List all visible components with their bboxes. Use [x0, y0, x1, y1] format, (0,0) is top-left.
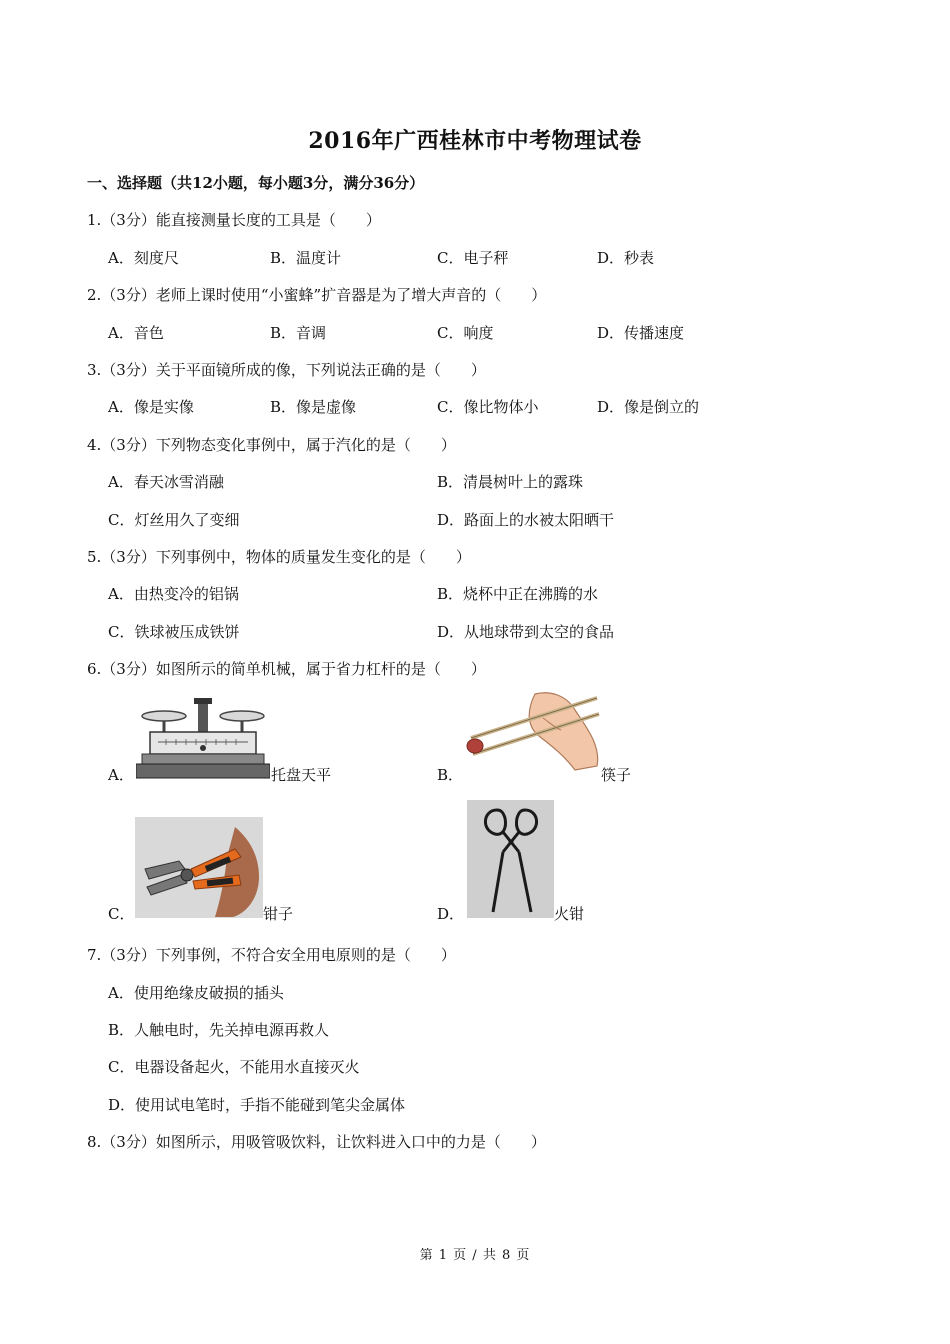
question-2-option-a: A．音色 [108, 324, 164, 342]
question-3-option-d: D．像是倒立的 [597, 398, 700, 416]
question-5-option-b: B．烧杯中正在沸腾的水 [437, 585, 599, 603]
question-3-option-b: B．像是虚像 [270, 398, 357, 416]
balance-scale-caption: 托盘天平 [271, 766, 332, 784]
section-heading: 一、选择题（共12小题，每小题3分，满分36分） [87, 174, 425, 192]
question-7-option-d: D．使用试电笔时，手指不能碰到笔尖金属体 [108, 1096, 406, 1114]
question-1-option-b: B．温度计 [270, 249, 342, 267]
question-3-option-c: C．像比物体小 [437, 398, 539, 416]
question-3-stem: 3.（3分）关于平面镜所成的像，下列说法正确的是（ ） [87, 361, 486, 379]
question-6-option-c: C． [108, 905, 135, 923]
question-3-option-a: A．像是实像 [108, 398, 194, 416]
question-7-option-a: A．使用绝缘皮破损的插头 [108, 984, 284, 1002]
question-2-option-b: B．音调 [270, 324, 327, 342]
question-4-option-a: A．春天冰雪消融 [108, 473, 224, 491]
question-1-stem: 1.（3分）能直接测量长度的工具是（ ） [87, 211, 381, 229]
question-6-option-d: D． [437, 905, 465, 923]
question-1-option-c: C．电子秤 [437, 249, 509, 267]
page-footer: 第 1 页 / 共 8 页 [419, 1248, 531, 1263]
question-5-option-d: D．从地球带到太空的食品 [437, 623, 615, 641]
question-4-stem: 4.（3分）下列物态变化事例中，属于汽化的是（ ） [87, 436, 456, 454]
chopsticks-caption: 筷子 [601, 766, 632, 784]
fire-tongs-caption: 火钳 [554, 905, 585, 923]
question-6-option-a: A． [108, 766, 134, 784]
question-8-stem: 8.（3分）如图所示，用吸管吸饮料，让饮料进入口中的力是（ ） [87, 1133, 546, 1151]
question-4-option-c: C．灯丝用久了变细 [108, 511, 240, 529]
question-4-option-d: D．路面上的水被太阳晒干 [437, 511, 615, 529]
question-5-option-c: C．铁球被压成铁饼 [108, 623, 240, 641]
question-6-stem: 6.（3分）如图所示的简单机械，属于省力杠杆的是（ ） [87, 660, 486, 678]
question-7-option-b: B．人触电时，先关掉电源再救人 [108, 1021, 330, 1039]
question-6-option-b: B． [437, 766, 464, 784]
pliers-caption: 钳子 [263, 905, 294, 923]
question-1-option-a: A．刻度尺 [108, 249, 179, 267]
chopsticks-image [463, 688, 601, 784]
pliers-image [135, 817, 263, 918]
question-2-option-d: D．传播速度 [597, 324, 685, 342]
question-2-option-c: C．响度 [437, 324, 494, 342]
page-title: 2016年广西桂林市中考物理试卷 [308, 128, 642, 154]
balance-scale-image [136, 694, 270, 780]
question-2-stem: 2.（3分）老师上课时使用“小蜜蜂”扩音器是为了增大声音的（ ） [87, 286, 547, 304]
question-7-option-c: C．电器设备起火，不能用水直接灭火 [108, 1058, 360, 1076]
question-7-stem: 7.（3分）下列事例，不符合安全用电原则的是（ ） [87, 946, 456, 964]
fire-tongs-image [467, 800, 554, 918]
question-5-stem: 5.（3分）下列事例中，物体的质量发生变化的是（ ） [87, 548, 471, 566]
question-1-option-d: D．秒表 [597, 249, 655, 267]
question-4-option-b: B．清晨树叶上的露珠 [437, 473, 584, 491]
question-5-option-a: A．由热变冷的铝锅 [108, 585, 239, 603]
